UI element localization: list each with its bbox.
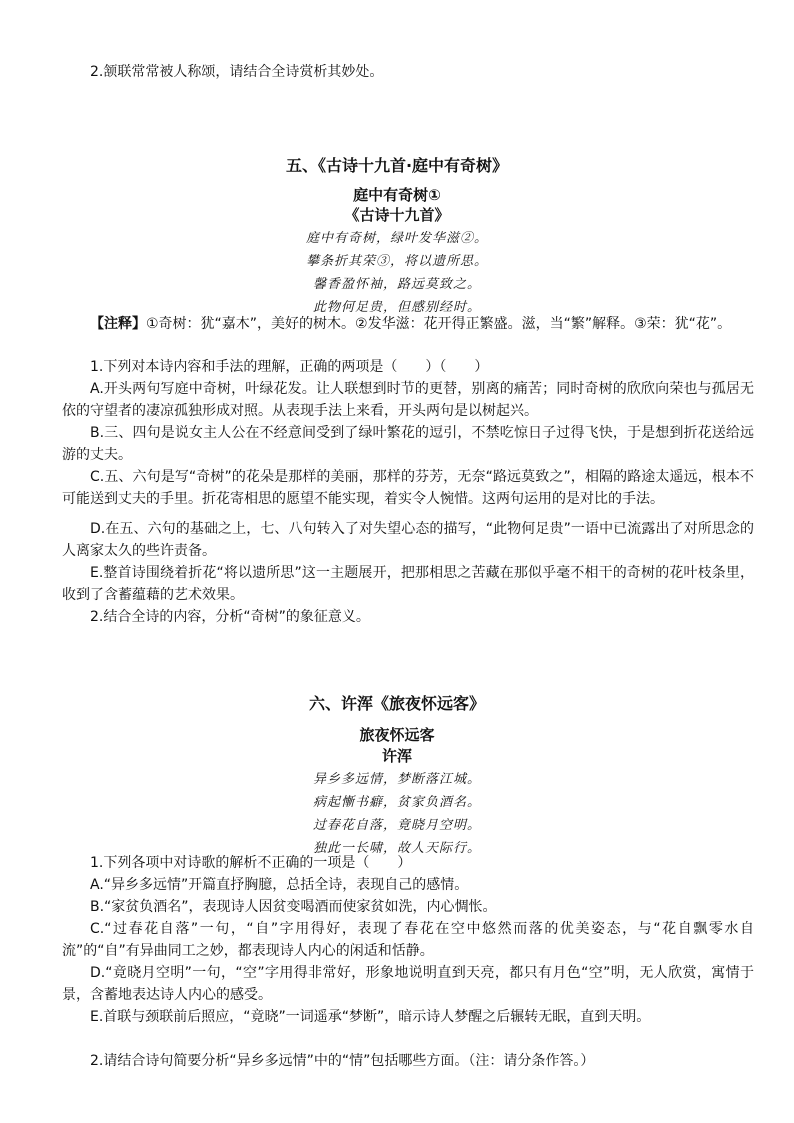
option-c: C.“过春花自落”一句，“自”字用得好，表现了春花在空中悠然而落的优美姿态，与“花自飘零水自流”的“自”有异曲同工之妙，都表现诗人内心的闲适和恬静。 [62, 921, 754, 959]
poem-6-line: 异乡多远情，梦断落江城。 [312, 772, 481, 787]
annotation [62, 313, 754, 335]
poem-5-line: 此物何足贵，但感别经时。 [312, 300, 481, 315]
poem-5-title: 庭中有奇树① [353, 186, 441, 204]
annotation-text: ①奇树：犹“嘉木”，美好的树木。②发华滋：花开得正繁盛。滋，当“繁”解释。③荣：犹“花”。 [146, 316, 732, 332]
option-e: E.整首诗围绕着折花“将以遗所思”这一主题展开，把那相思之苦藏在那似乎毫不相干的奇树的花叶枝条里，收到了含蓄蕴藉的艺术效果。 [62, 565, 754, 603]
question-2: 2.请结合诗句简要分析“异乡多远情”中的“情”包括哪些方面。（注：请分条作答。） [90, 1053, 595, 1069]
poem-5-line: 庭中有奇树，绿叶发华滋②。 [305, 231, 488, 246]
option-d: D.在五、六句的基础之上，七、八句转入了对失望心态的描写，“此物何足贵”一语中已流露出了对所思念的人离家太久的些许责备。 [62, 521, 754, 559]
poem-5-line: 攀条折其荣③，将以遗所思。 [305, 254, 488, 269]
option-e: E.首联与颈联前后照应，“竟晓”一词遥承“梦断”，暗示诗人梦醒之后辗转无眠，直到天明。 [90, 1009, 651, 1025]
annotation-label: 【注释】 [90, 316, 146, 332]
poem-6-author: 许浑 [381, 747, 412, 765]
option-d: D.“竟晓月空明”一句，“空”字用得非常好，形象地说明直到天亮，都只有月色“空”明，无人欣赏，寓情于景，含蓄地表达诗人内心的感受。 [62, 965, 754, 1003]
option-a: A.“异乡多远情”开篇直抒胸臆，总括全诗，表现自己的感情。 [90, 877, 469, 893]
question-2-prev: 2.颔联常常被人称颂，请结合全诗赏析其妙处。 [90, 64, 384, 80]
poem-6-line: 独此一长啸，故人天际行。 [312, 841, 481, 856]
option-a: A.开头两句写庭中奇树，叶绿花发。让人联想到时节的更替，别离的痛苦；同时奇树的欣欣向荣也与孤居无依的守望者的凄凉孤独形成对照。从表现手法上来看，开头两句是以树起兴。 [62, 381, 754, 419]
section-6-heading: 六、许浑《旅夜怀远客》 [308, 694, 485, 713]
section-5-heading: 五、《古诗十九首·庭中有奇树》 [285, 156, 509, 175]
poem-5-line: 馨香盈怀袖，路远莫致之。 [312, 277, 481, 292]
poem-6-title: 旅夜怀远客 [359, 726, 435, 744]
poem-5-author: 《古诗十九首》 [344, 206, 450, 224]
question-2: 2.结合全诗的内容，分析“奇树”的象征意义。 [90, 609, 370, 625]
option-b: B.“家贫负酒名”，表现诗人因贫变喝酒而使家贫如洗，内心惆怅。 [90, 899, 497, 915]
option-b: B.三、四句是说女主人公在不经意间受到了绿叶繁花的逗引，不禁吃惊日子过得飞快，于是想到折花送给远游的丈夫。 [62, 425, 754, 463]
option-c: C.五、六句是写“奇树”的花朵是那样的美丽，那样的芬芳，无奈“路远莫致之”，相隔的路途太遥远，根本不可能送到丈夫的手里。折花寄相思的愿望不能实现，着实令人惋惜。这两句运用的是对比的手法。 [62, 469, 754, 507]
poem-6-line: 过春花自落，竟晓月空明。 [312, 818, 481, 833]
poem-6-line: 病起慚书癖，贫家负酒名。 [312, 795, 481, 810]
question-1: 1.下列各项中对诗歌的解析不正确的一项是（ ） [90, 855, 412, 871]
question-1: 1.下列对本诗内容和手法的理解，正确的两项是（ ）（ ） [90, 359, 489, 375]
